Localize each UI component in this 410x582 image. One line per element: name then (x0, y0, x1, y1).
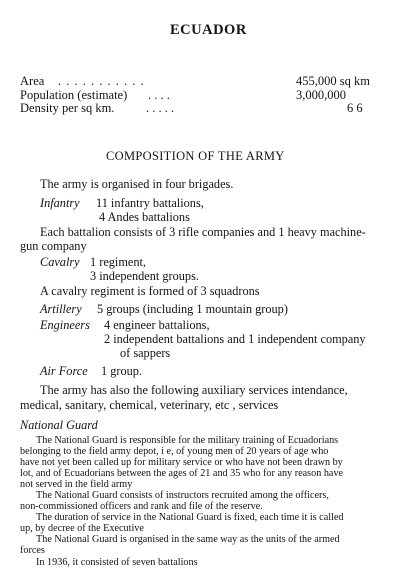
air-force-line-1: 1 group. (101, 364, 142, 378)
engineers-label: Engineers (40, 318, 90, 332)
national-guard-line: lot, and of Ecuadorians between the ages of 21 and 35 who for any reason have (20, 468, 344, 479)
national-guard-line: The National Guard is responsible for the military training of Ecuadorians (36, 435, 339, 446)
auxiliary-line-1: The army has also the following auxiliary services intendance, (40, 383, 348, 397)
stat-area-label: Area (20, 74, 45, 88)
stat-area-value: 455,000 sq km (296, 74, 370, 88)
stat-density-leader: . . . . . (146, 101, 175, 115)
cavalry-note: A cavalry regiment is formed of 3 squadrons (40, 284, 260, 298)
infantry-note-1: Each battalion consists of 3 rifle companies and 1 heavy machine- (40, 225, 366, 239)
stat-population-label: Population (estimate) (20, 88, 128, 102)
auxiliary-line-2: medical, sanitary, chemical, veterinary, etc , services (20, 398, 279, 412)
national-guard-line: up, by decree of the Executive (20, 523, 144, 534)
infantry-line-1: 11 infantry battalions, (96, 196, 204, 210)
page-title: ECUADOR (170, 22, 247, 38)
stat-area-leader: . . . . . . . . . . . (58, 74, 145, 88)
engineers-line-2: 2 independent battalions and 1 independent company (104, 332, 366, 346)
artillery-line-1: 5 groups (including 1 mountain group) (97, 302, 288, 316)
artillery-label: Artillery (40, 302, 82, 316)
air-force-label: Air Force (40, 364, 88, 378)
cavalry-label: Cavalry (40, 255, 80, 269)
national-guard-line: forces (20, 545, 45, 556)
stat-population-leader: . . . . (148, 88, 170, 102)
infantry-note-2: gun company (20, 239, 87, 253)
engineers-line-3: of sappers (120, 346, 171, 360)
intro-text: The army is organised in four brigades. (40, 177, 234, 191)
national-guard-line: The National Guard is organised in the same way as the units of the armed (36, 534, 340, 545)
stat-density-label: Density per sq km. (20, 101, 115, 115)
engineers-line-1: 4 engineer battalions, (104, 318, 210, 332)
national-guard-line: have not yet been called up for military service or who have not been drawn by (20, 457, 343, 468)
national-guard-line: not served in the field army (20, 479, 133, 490)
national-guard-line: The duration of service in the National Guard is fixed, each time it is called (36, 512, 344, 523)
infantry-line-2: 4 Andes battalions (99, 210, 190, 224)
national-guard-line: The National Guard consists of instructors recruited among the officers, (36, 490, 329, 501)
national-guard-line: non-commissioned officers and rank and file of the reserve. (20, 501, 263, 512)
national-guard-line: belonging to the field army depot, i e, of young men of 20 years of age who (20, 446, 329, 457)
cavalry-line-1: 1 regiment, (90, 255, 147, 269)
section-heading: COMPOSITION OF THE ARMY (106, 149, 285, 163)
stat-population-value: 3,000,000 (296, 88, 346, 102)
infantry-label: Infantry (40, 196, 80, 210)
cavalry-line-2: 3 independent groups. (90, 269, 199, 283)
national-guard-line: In 1936, it consisted of seven battalions (36, 557, 198, 568)
national-guard-heading: National Guard (20, 418, 98, 432)
stat-density-value: 6 6 (347, 101, 363, 115)
